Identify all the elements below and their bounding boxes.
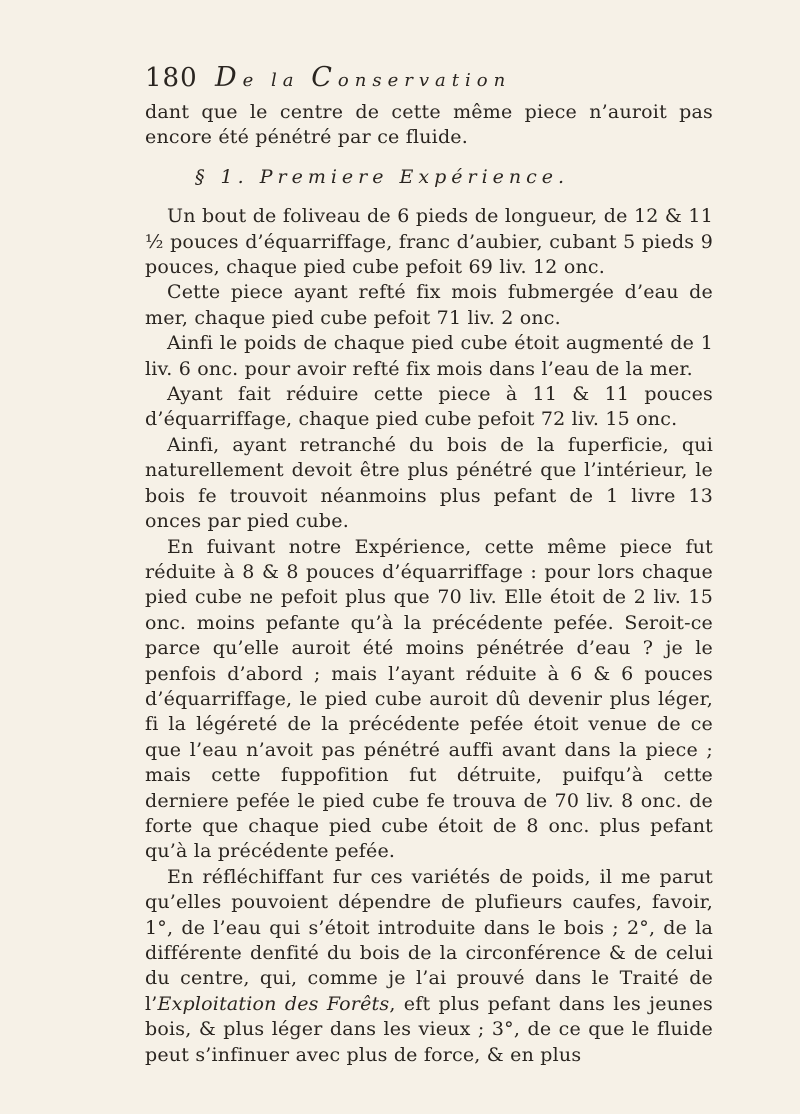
- paragraph: En fuivant notre Expérience, cette même piece fut réduite à 8 & 8 pouces d’équarriffage : pour lors chaque pied cube ne pefoit plus que 70 liv. Elle étoit de 2 liv. 15 onc. moins pefante qu’à la précédente pefée. Seroit-ce parce qu’elle auroit été moins pénétrée d’eau ? je le penfois d’abord ; mais l’ayant réduite à 6 & 6 pouces d’équarriffage, le pied cube auroit dû devenir plus léger, fi la légéreté de la précédente pefée étoit venue de ce que l’eau n’avoit pas pénétré auffi avant dans la piece ; mais cette fuppofition fut détruite, puifqu’à cette derniere pefée le pied cube fe trouva de 70 liv. 8 onc. de forte que chaque pied cube étoit de 8 onc. plus pefant qu’à la précédente pefée.: [145, 535, 713, 863]
- page-number: 180: [145, 63, 198, 93]
- paragraph: Ainfi, ayant retranché du bois de la fuperficie, qui naturellement devoit être plus pénétré que l’intérieur, le bois fe trouvoit néanmoins plus pefant de 1 livre 13 onces par pied cube.: [145, 433, 713, 533]
- section-label: § 1.: [195, 165, 249, 188]
- opening-paragraph: dant que le centre de cette même piece n’auroit pas encore été pénétré par ce fluide.: [145, 101, 713, 149]
- paragraph-last: En réfléchiffant fur ces variétés de poids, il me parut qu’elles pouvoient dépendre de plufieurs caufes, favoir, 1°, de l’eau qui s’étoit introduite dans le bois ; 2°, de la différente denfité du bois de la circonférence & de celui du centre, qui, comme je l’ai prouvé dans le Traité de l’Exploitation des Forêts, eft plus pefant dans les jeunes bois, & plus léger dans les vieux ; 3°, de ce que le fluide peut s’infinuer avec plus de force, & en plus: [145, 865, 713, 1066]
- page: [145, 62, 713, 1068]
- section-title: Premiere Expérience.: [259, 165, 570, 188]
- body-text: [145, 100, 713, 1068]
- paragraph: Ayant fait réduire cette piece à 11 & 11 pouces d’équarriffage, chaque pied cube pefoit 72 liv. 15 onc.: [145, 383, 713, 431]
- running-title: De la Conservation: [215, 62, 512, 93]
- paragraph: Cette piece ayant refté fix mois fubmergée d’eau de mer, chaque pied cube pefoit 71 liv. 2 onc.: [145, 281, 713, 329]
- book-title: Exploitation des Forêts: [157, 992, 390, 1015]
- paragraph: Un bout de foliveau de 6 pieds de longueur, de 12 & 11 ½ pouces d’équarriffage, franc d’aubier, cubant 5 pieds 9 pouces, chaque pied cube pefoit 69 liv. 12 onc.: [145, 205, 713, 279]
- paragraph: Ainfi le poids de chaque pied cube étoit augmenté de 1 liv. 6 onc. pour avoir refté fix mois dans l’eau de la mer.: [145, 332, 713, 380]
- section-heading: [145, 165, 713, 190]
- running-head: [145, 62, 713, 100]
